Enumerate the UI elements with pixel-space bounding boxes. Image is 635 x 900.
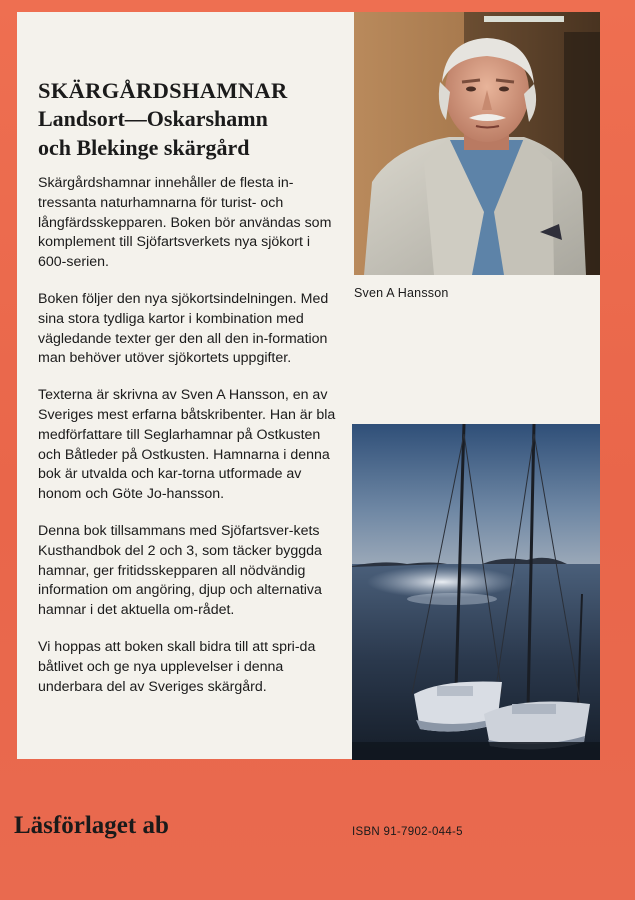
blurb-paragraph: Denna bok tillsammans med Sjöfartsver-kets Kusthandbok del 2 och 3, som täcker byggda hamnar, ger fritidsskepparen all nödvändig information om angöring, djup och alternativa hamnar i det aktuella om-rådet. xyxy=(38,522,322,619)
blurb-paragraph: Texterna är skrivna av Sven A Hansson, en av Sveriges mest erfarna båtskribenter. Han är bla medförfattare till Seglarhamnar på Ostkusten och Båtleder på Ostkusten. Hamnarna i denna bok är utvalda och kar-torna utformade av honom och Göte Jo-hansson. xyxy=(38,387,336,503)
blurb-paragraph: Vi hoppas att boken skall bidra till att spri-da båtlivet och ge nya upplevelser i denna underbara del av Sveriges skärgård. xyxy=(38,638,316,695)
author-portrait-illustration xyxy=(354,12,600,275)
author-portrait-photo xyxy=(354,12,600,275)
book-subtitle-line-1: Landsort—Oskarshamn xyxy=(38,106,268,131)
blurb xyxy=(38,174,338,697)
blurb-paragraph: Skärgårdshamnar innehåller de flesta in-tressanta naturhamnarna för turist- och långfärdsskepparen. Boken bör användas som komplement till Sjöfartsverkets nya sjökort i 600-serien. xyxy=(38,175,332,271)
book-subtitle-line-2: och Blekinge skärgård xyxy=(38,135,250,160)
sailboats-photo xyxy=(352,424,600,760)
blurb-paragraph: Boken följer den nya sjökortsindelningen. Med sina stora tydliga kartor i kombination med vägledande texter ger den all den in-formation man behöver utöver sjökortets uppgifter. xyxy=(38,290,329,367)
publisher-name: Läsförlaget ab xyxy=(14,812,169,839)
isbn-number: ISBN 91-7902-044-5 xyxy=(352,826,463,838)
portrait-caption: Sven A Hansson xyxy=(354,286,449,300)
book-title: SKÄRGÅRDSHAMNAR xyxy=(38,78,288,103)
text-column xyxy=(38,78,338,714)
sailboats-illustration xyxy=(352,424,600,760)
